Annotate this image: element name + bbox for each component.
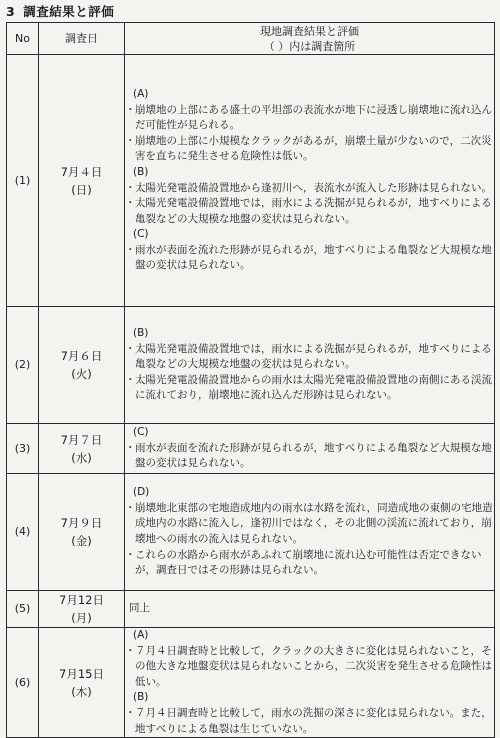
survey-result-cell — [125, 307, 495, 424]
row-number: (1) — [7, 55, 39, 307]
finding-text: 崩壊地北東部の宅地造成地内の雨水は水路を流れ，同造成地の東側の宅地造成地内の水路に流入し，逢初川ではなく，その北側の渓流に流れており，崩壊地への雨水の流入は見られない。 — [135, 501, 493, 545]
bullet-icon: ・ — [125, 181, 136, 194]
survey-date: 7月６日 — [60, 349, 103, 363]
row-number: (2) — [7, 307, 39, 424]
bullet-icon: ・ — [125, 373, 136, 386]
finding-text: 雨水が表面を流れた形跡が見られるが，地すべりによる亀裂など大規模な地盤の変状は見られない。 — [135, 243, 492, 272]
finding-item — [125, 196, 494, 227]
location-label: (C) — [133, 228, 149, 241]
row-number: (4) — [7, 474, 39, 591]
survey-weekday: (日) — [71, 182, 92, 197]
bullet-icon: ・ — [125, 103, 136, 116]
finding-text: 太陽光発電設備設置地では，雨水による洗掘が見られるが，地すべりによる亀裂などの大規模な地盤の変状は見られない。 — [135, 197, 492, 225]
survey-date: 7月７日 — [60, 432, 103, 447]
location-label: (C) — [133, 426, 149, 439]
location-label: (D) — [133, 486, 150, 499]
finding-text: 太陽光発電設備設置地からの雨水は太陽光発電設備設置地の南側にある渓流に流れており，崩壊地に流れ込んだ形跡は見られない。 — [135, 373, 492, 402]
survey-result-cell — [125, 591, 495, 628]
survey-date: 7月15日 — [59, 666, 104, 681]
row-number: (6) — [7, 628, 39, 738]
survey-weekday: (水) — [71, 450, 92, 465]
bullet-icon: ・ — [125, 501, 136, 514]
header-result-note: （ ）内は調査箇所 — [263, 39, 356, 53]
finding-item — [125, 103, 494, 134]
table-row — [7, 307, 495, 424]
survey-weekday: (火) — [71, 367, 92, 381]
section-title: 調査結果と評価 — [23, 4, 115, 19]
bullet-icon: ・ — [125, 197, 136, 210]
bullet-icon: ・ — [125, 441, 136, 454]
location-label: (B) — [133, 165, 149, 178]
survey-date: 7月９日 — [60, 516, 103, 530]
survey-result-cell — [125, 55, 495, 307]
survey-date-cell — [39, 628, 125, 738]
finding-text: 太陽光発電設備設置地から逢初川へ，表流水が流入した形跡は見られない。 — [135, 181, 492, 194]
finding-text: これらの水路から雨水があふれて崩壊地に流れ込む可能性は否定できないが，調査日ではその形跡は見られない。 — [135, 548, 482, 577]
survey-date-cell — [39, 591, 125, 628]
table-row — [7, 55, 495, 307]
finding-text: 雨水が表面を流れた形跡が見られるが，地すべりによる亀裂など大規模な地盤の変状は見られない。 — [135, 441, 492, 470]
finding-text: 崩壊地の上部に小規模なクラックがあるが，崩壊土量が少ないので，二次災害を直ちに発生させる危険性は低い。 — [135, 134, 492, 163]
finding-text: ７月４日調査時と比較して，クラックの大きさに変化は見られないこと，その他大きな地盤変状は見られないことから，二次災害を発生させる危険性は低い。 — [135, 644, 492, 688]
finding-item — [125, 441, 494, 472]
header-result-title: 現地調査結果と評価 — [260, 24, 359, 38]
row-number: (5) — [7, 591, 39, 628]
finding-item — [125, 644, 494, 691]
section-heading — [6, 2, 114, 20]
survey-date-cell — [39, 424, 125, 474]
finding-item — [125, 373, 494, 404]
finding-item — [125, 501, 494, 548]
section-number: 3 — [6, 4, 16, 19]
survey-results-table — [6, 22, 495, 738]
bullet-icon: ・ — [125, 644, 136, 657]
finding-item — [125, 243, 494, 274]
survey-date-cell — [39, 474, 125, 591]
finding-item — [125, 706, 494, 737]
survey-weekday: (木) — [71, 684, 92, 699]
header-date: 調査日 — [39, 23, 125, 55]
finding-item — [125, 134, 494, 165]
location-label: (A) — [133, 87, 149, 100]
bullet-icon: ・ — [125, 706, 136, 719]
bullet-icon: ・ — [125, 243, 136, 256]
finding-item — [125, 548, 494, 579]
survey-date-cell — [39, 307, 125, 424]
row-number: (3) — [7, 424, 39, 474]
finding-text: 崩壊地の上部にある盛土の平坦部の表流水が地下に浸透し崩壊地に流れ込んだ可能性が見られる。 — [135, 103, 492, 132]
bullet-icon: ・ — [125, 548, 136, 561]
finding-item — [125, 342, 494, 373]
bullet-icon: ・ — [125, 342, 136, 355]
survey-date-cell — [39, 55, 125, 307]
header-result — [125, 23, 495, 55]
finding-text: ７月４日調査時と比較して，雨水の洗掘の深さに変化は見られない。また，地すべりによる亀裂は生じていない。 — [135, 706, 492, 735]
table-header-row — [7, 23, 495, 55]
survey-result-cell — [125, 628, 495, 738]
location-label: (B) — [133, 691, 149, 704]
finding-item — [125, 181, 494, 197]
bullet-icon: ・ — [125, 134, 136, 147]
table-row — [7, 424, 495, 474]
survey-result-cell — [125, 474, 495, 591]
survey-date: 7月４日 — [60, 164, 103, 179]
header-no: No — [7, 23, 39, 55]
survey-result-cell — [125, 424, 495, 474]
location-label: (B) — [133, 327, 149, 340]
location-label: (A) — [133, 629, 149, 641]
finding-text: 太陽光発電設備設置地では，雨水による洗掘が見られるが，地すべりによる亀裂などの大規模な地盤の変状は見られない。 — [135, 342, 492, 371]
survey-weekday: (金) — [71, 534, 92, 548]
table-row — [7, 474, 495, 591]
table-row — [7, 591, 495, 628]
table-row — [7, 628, 495, 738]
same-as-above-text: 同上 — [129, 602, 150, 615]
survey-weekday: (月) — [71, 611, 92, 625]
survey-date: 7月12日 — [59, 593, 104, 607]
